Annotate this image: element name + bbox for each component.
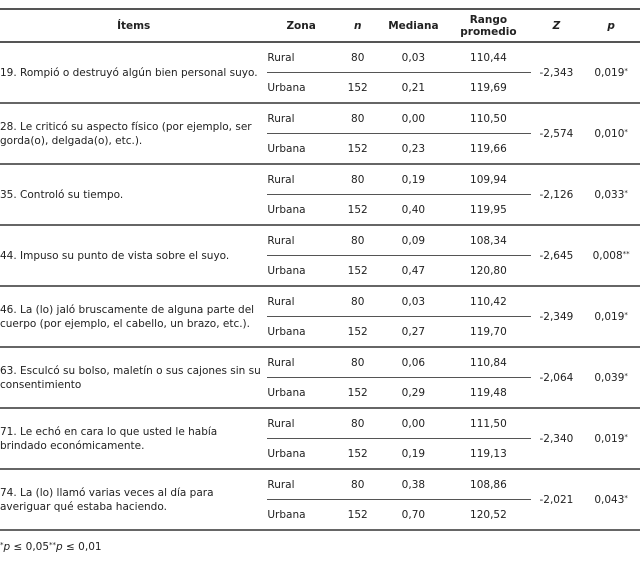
item-label: 71. Le echó en cara lo que usted le había brindado económicamente.	[0, 408, 267, 469]
cell-rango: 110,50	[446, 103, 530, 134]
cell-z: -2,574	[531, 103, 583, 164]
results-table	[0, 8, 640, 531]
cell-mediana: 0,47	[381, 256, 447, 287]
cell-p: 0,008**	[582, 225, 640, 286]
cell-rango: 110,42	[446, 286, 530, 317]
cell-zona: Rural	[267, 347, 335, 378]
header-items: Ítems	[0, 9, 267, 42]
table-row	[0, 225, 640, 256]
cell-p: 0,019*	[582, 42, 640, 103]
cell-n: 152	[335, 500, 381, 531]
cell-mediana: 0,29	[381, 378, 447, 409]
cell-p: 0,039*	[582, 347, 640, 408]
table-row	[0, 408, 640, 439]
cell-n: 152	[335, 195, 381, 226]
cell-n: 152	[335, 317, 381, 348]
table-row	[0, 164, 640, 195]
item-label: 63. Esculcó su bolso, maletín o sus cajones sin su consentimiento	[0, 347, 267, 408]
cell-rango: 108,34	[446, 225, 530, 256]
cell-n: 152	[335, 256, 381, 287]
header-n: n	[335, 9, 381, 42]
cell-p: 0,019*	[582, 286, 640, 347]
cell-zona: Urbana	[267, 439, 335, 470]
cell-zona: Urbana	[267, 256, 335, 287]
cell-mediana: 0,27	[381, 317, 447, 348]
cell-zona: Rural	[267, 469, 335, 500]
table-row	[0, 103, 640, 134]
header-mediana: Mediana	[381, 9, 447, 42]
header-p: p	[582, 9, 640, 42]
cell-rango: 119,69	[446, 73, 530, 104]
item-label: 35. Controló su tiempo.	[0, 164, 267, 225]
table-row	[0, 42, 640, 73]
cell-zona: Urbana	[267, 73, 335, 104]
cell-mediana: 0,03	[381, 286, 447, 317]
cell-mediana: 0,19	[381, 164, 447, 195]
footnote: *p ≤ 0,05**p ≤ 0,01	[0, 541, 102, 553]
cell-mediana: 0,00	[381, 103, 447, 134]
cell-n: 80	[335, 164, 381, 195]
header-zona: Zona	[267, 9, 335, 42]
cell-p: 0,033*	[582, 164, 640, 225]
cell-zona: Rural	[267, 408, 335, 439]
cell-mediana: 0,38	[381, 469, 447, 500]
cell-p: 0,010*	[582, 103, 640, 164]
cell-mediana: 0,40	[381, 195, 447, 226]
cell-mediana: 0,00	[381, 408, 447, 439]
cell-z: -2,021	[531, 469, 583, 530]
cell-rango: 109,94	[446, 164, 530, 195]
item-label: 19. Rompió o destruyó algún bien personal suyo.	[0, 42, 267, 103]
cell-rango: 119,48	[446, 378, 530, 409]
cell-z: -2,343	[531, 42, 583, 103]
cell-rango: 119,70	[446, 317, 530, 348]
cell-n: 80	[335, 103, 381, 134]
item-label: 46. La (lo) jaló bruscamente de alguna parte del cuerpo (por ejemplo, el cabello, un brazo, etc.).	[0, 286, 267, 347]
cell-rango: 120,80	[446, 256, 530, 287]
table-row	[0, 347, 640, 378]
cell-zona: Urbana	[267, 134, 335, 165]
cell-n: 152	[335, 73, 381, 104]
cell-n: 80	[335, 286, 381, 317]
cell-mediana: 0,70	[381, 500, 447, 531]
cell-mediana: 0,19	[381, 439, 447, 470]
cell-n: 80	[335, 347, 381, 378]
header-rango: Rango promedio	[446, 9, 530, 42]
significance-mark: *	[624, 188, 628, 197]
cell-rango: 120,52	[446, 500, 530, 531]
cell-p: 0,019*	[582, 408, 640, 469]
cell-rango: 110,84	[446, 347, 530, 378]
significance-mark: *	[624, 127, 628, 136]
cell-n: 80	[335, 42, 381, 73]
cell-z: -2,064	[531, 347, 583, 408]
significance-mark: *	[624, 310, 628, 319]
cell-mediana: 0,03	[381, 42, 447, 73]
cell-n: 80	[335, 225, 381, 256]
cell-mediana: 0,23	[381, 134, 447, 165]
significance-mark: **	[622, 249, 630, 258]
cell-zona: Rural	[267, 164, 335, 195]
cell-rango: 119,66	[446, 134, 530, 165]
table-row	[0, 286, 640, 317]
cell-z: -2,349	[531, 286, 583, 347]
cell-rango: 111,50	[446, 408, 530, 439]
cell-n: 152	[335, 134, 381, 165]
item-label: 74. La (lo) llamó varias veces al día para averiguar qué estaba haciendo.	[0, 469, 267, 530]
cell-z: -2,126	[531, 164, 583, 225]
cell-zona: Rural	[267, 42, 335, 73]
header-row	[0, 9, 640, 42]
cell-rango: 110,44	[446, 42, 530, 73]
significance-mark: *	[624, 493, 628, 502]
item-label: 44. Impuso su punto de vista sobre el suyo.	[0, 225, 267, 286]
table-row	[0, 469, 640, 500]
significance-mark: *	[624, 432, 628, 441]
cell-zona: Rural	[267, 225, 335, 256]
cell-zona: Urbana	[267, 317, 335, 348]
significance-mark: *	[624, 66, 628, 75]
cell-rango: 108,86	[446, 469, 530, 500]
cell-zona: Urbana	[267, 195, 335, 226]
cell-zona: Rural	[267, 286, 335, 317]
cell-p: 0,043*	[582, 469, 640, 530]
cell-mediana: 0,06	[381, 347, 447, 378]
cell-z: -2,645	[531, 225, 583, 286]
significance-mark: *	[624, 371, 628, 380]
cell-n: 152	[335, 439, 381, 470]
header-z: Z	[531, 9, 583, 42]
cell-zona: Urbana	[267, 500, 335, 531]
cell-n: 80	[335, 469, 381, 500]
cell-mediana: 0,21	[381, 73, 447, 104]
cell-zona: Urbana	[267, 378, 335, 409]
cell-z: -2,340	[531, 408, 583, 469]
cell-rango: 119,95	[446, 195, 530, 226]
cell-rango: 119,13	[446, 439, 530, 470]
cell-mediana: 0,09	[381, 225, 447, 256]
cell-n: 152	[335, 378, 381, 409]
item-label: 28. Le criticó su aspecto físico (por ejemplo, ser gorda(o), delgada(o), etc.).	[0, 103, 267, 164]
cell-n: 80	[335, 408, 381, 439]
cell-zona: Rural	[267, 103, 335, 134]
